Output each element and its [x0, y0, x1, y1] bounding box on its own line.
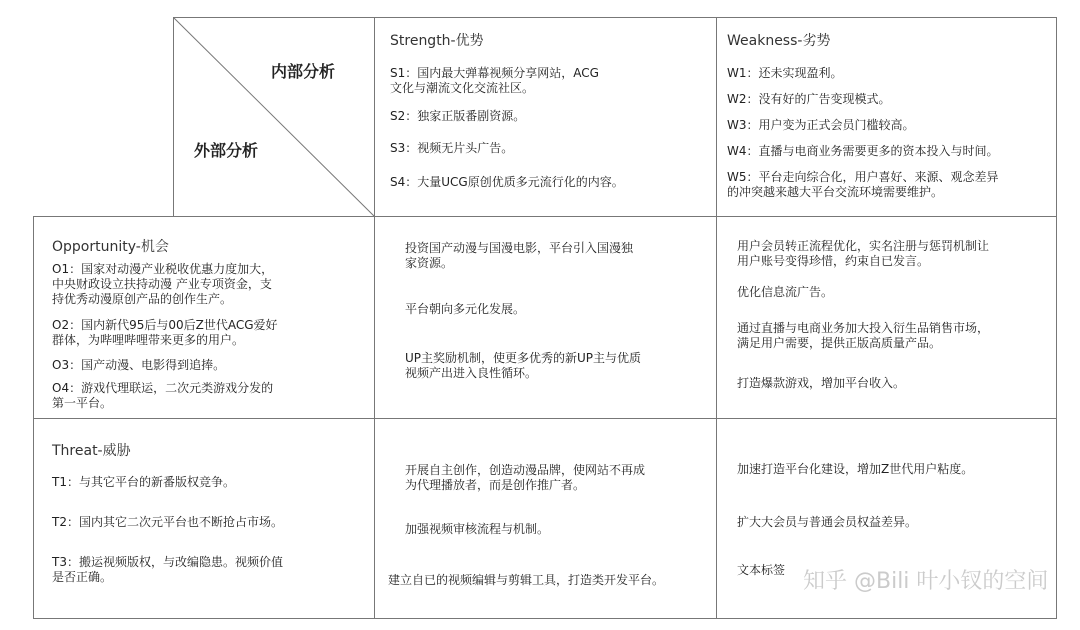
grid-line-bottom: [33, 618, 1057, 619]
corner-diagonal: [173, 17, 375, 217]
threat-item: T1：与其它平台的新番版权竞争。: [52, 475, 235, 489]
weakness-item: W3：用户变为正式会员门槛较高。: [727, 118, 915, 132]
weakness-item: W2：没有好的广告变现模式。: [727, 92, 891, 106]
opportunity-item: O3：国产动漫、电影得到追捧。: [52, 358, 226, 372]
wt-strategy-item: 文本标签: [737, 563, 786, 577]
strength-item: S1：国内最大弹幕视频分享网站，ACG 文化与潮流文化交流社区。: [390, 66, 599, 95]
so-strategy-item: 平台朝向多元化发展。: [405, 302, 526, 316]
wo-strategy-item: 优化信息流广告。: [737, 285, 834, 299]
strength-header: Strength-优势: [390, 33, 484, 49]
grid-line-row2: [33, 418, 1057, 419]
weakness-item: W4：直播与电商业务需要更多的资本投入与时间。: [727, 144, 999, 158]
opportunity-header: Opportunity-机会: [52, 239, 169, 255]
weakness-item: W5：平台走向综合化，用户喜好、来源、观念差异 的冲突越来越大平台交流环境需要维护。: [727, 170, 999, 199]
wo-strategy-item: 通过直播与电商业务加大投入衍生品销售市场， 满足用户需要，提供正版高质量产品。: [737, 321, 990, 350]
strength-item: S2：独家正版番剧资源。: [390, 109, 526, 123]
opportunity-item: O2：国内新代95后与00后Z世代ACG爱好 群体，为哔哩哔哩带来更多的用户。: [52, 318, 278, 347]
weakness-item: W1：还未实现盈利。: [727, 66, 843, 80]
so-strategy-item: 投资国产动漫与国漫电影，平台引入国漫独 家资源。: [405, 241, 634, 270]
inner-analysis-label: 内部分析: [271, 62, 336, 81]
threat-item: T2：国内其它二次元平台也不断抢占市场。: [52, 515, 283, 529]
so-strategy-item: UP主奖励机制，使更多优秀的新UP主与优质 视频产出进入良性循环。: [405, 351, 642, 380]
wo-strategy-item: 打造爆款游戏，增加平台收入。: [737, 376, 906, 390]
wo-strategy-item: 用户会员转正流程优化，实名注册与惩罚机制让 用户账号变得珍惜，约束自已发言。: [737, 239, 990, 268]
weakness-header: Weakness-劣势: [727, 33, 831, 49]
grid-line-col2: [716, 17, 717, 619]
watermark-text: 知乎 @Bili 叶小钗的空间: [803, 569, 1049, 594]
grid-line-left-outer: [33, 216, 34, 619]
st-strategy-item: 建立自已的视频编辑与剪辑工具，打造类开发平台。: [388, 573, 665, 587]
opportunity-item: O4：游戏代理联运，二次元类游戏分发的 第一平台。: [52, 381, 274, 410]
grid-line-right: [1056, 17, 1057, 619]
threat-item: T3：搬运视频版权，与改编隐患。视频价值 是否正确。: [52, 555, 283, 584]
strength-item: S3：视频无片头广告。: [390, 141, 514, 155]
strength-item: S4：大量UCG原创优质多元流行化的内容。: [390, 175, 624, 189]
threat-header: Threat-威胁: [52, 443, 131, 459]
opportunity-item: O1：国家对动漫产业税收优惠力度加大， 中央财政设立扶持动漫 产业专项资金，支 持优秀动漫原创产品的创作生产。: [52, 262, 274, 306]
wt-strategy-item: 加速打造平台化建设，增加Z世代用户粘度。: [737, 462, 974, 476]
wt-strategy-item: 扩大大会员与普通会员权益差异。: [737, 515, 918, 529]
st-strategy-item: 开展自主创作，创造动漫品牌，使网站不再成 为代理播放者，而是创作推广者。: [405, 463, 646, 492]
st-strategy-item: 加强视频审核流程与机制。: [405, 522, 550, 536]
outer-analysis-label: 外部分析: [194, 141, 259, 160]
